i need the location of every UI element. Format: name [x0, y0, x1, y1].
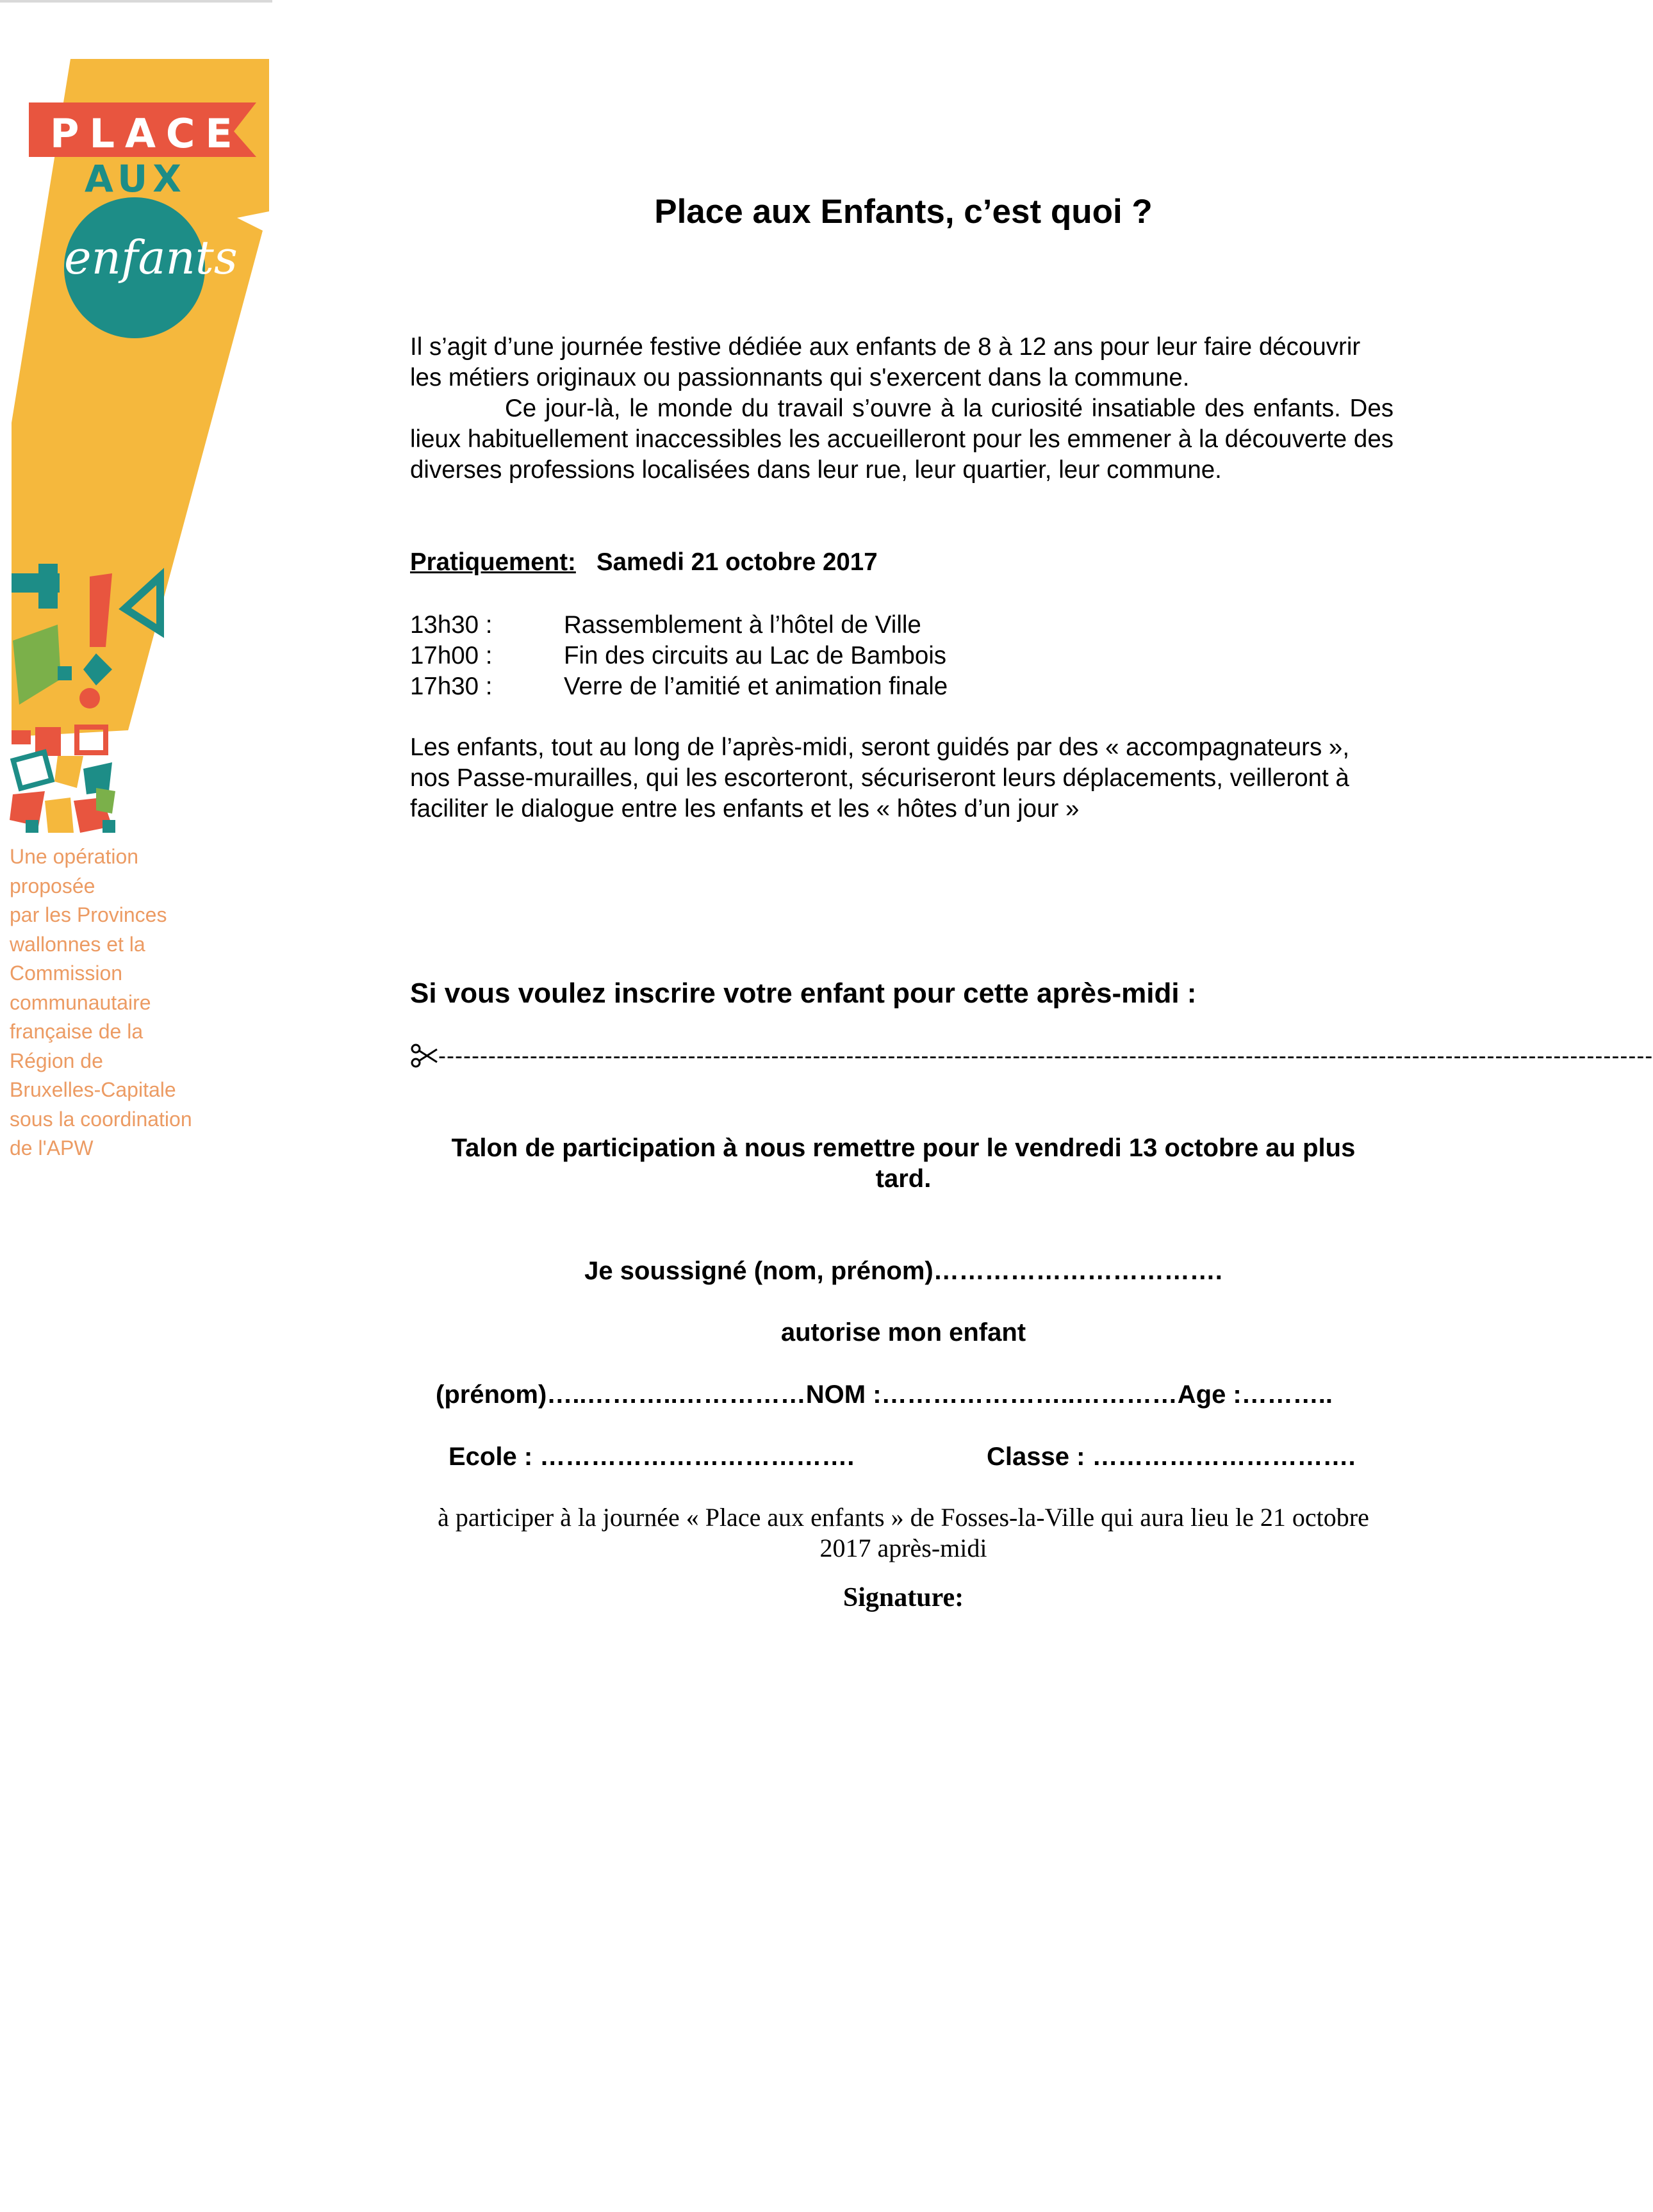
credit-line: sous la coordination — [10, 1107, 192, 1131]
form-undersigned[interactable]: Je soussigné (nom, prénom)……………………………. — [584, 1257, 1222, 1285]
registration-heading: Si vous voulez inscrire votre enfant pour cette après-midi : — [410, 978, 1197, 1009]
confetti-shape — [79, 688, 100, 709]
confetti-shape — [38, 564, 58, 609]
cut-line — [410, 1036, 1653, 1075]
form-authorize: autorise mon enfant — [780, 1318, 1026, 1347]
credit-line: proposée — [10, 874, 95, 897]
schedule-row — [410, 671, 948, 702]
credit-line: de l'APW — [10, 1136, 94, 1159]
accompanying-note: Les enfants, tout au long de l’après-midi, seront guidés par des « accompagnateurs », nos Passe-murailles, qui les escorteront, sécuriseront leurs déplacements, veilleront à faciliter le dialogue entre les enfants et les « hôtes d’un jour » — [410, 733, 1350, 823]
left-banner — [0, 0, 276, 1217]
scissors-icon — [410, 1043, 438, 1069]
form-signature[interactable]: Signature: — [843, 1583, 964, 1612]
credit-line: Bruxelles-Capitale — [10, 1078, 176, 1101]
schedule-time: 13h30 : — [410, 611, 493, 639]
schedule-row — [410, 610, 948, 641]
credit-line: Une opération — [10, 845, 139, 868]
intro-paragraph-2: Ce jour-là, le monde du travail s’ouvre à la curiosité insatiable des enfants. Des lieux habituellement inaccessibles les accueilleront pour les emmener à la découverte des diverses professions localisées dans leur rue, leur quartier, leur commune. — [410, 395, 1394, 484]
credit-line: wallonnes et la — [10, 932, 145, 956]
practical-info — [410, 548, 878, 577]
logo-place-text: PLACE — [50, 110, 243, 157]
dashed-line: -------------------------------------------------------------------------------------------------------------------------------------------------- — [438, 1042, 1653, 1069]
coupon-heading: Talon de participation à nous remettre pour le vendredi 13 octobre au plus tard. — [451, 1134, 1356, 1193]
credit-line: française de la — [10, 1020, 144, 1043]
form-participation-text: à participer à la journée « Place aux enfants » de Fosses-la-Ville qui aura lieu le 21 octobre 2017 après-midi — [438, 1503, 1369, 1562]
schedule — [410, 610, 948, 702]
mosaic-tile — [13, 752, 52, 788]
schedule-row — [410, 641, 948, 671]
mosaic-tile — [54, 756, 83, 788]
mosaic-tile — [12, 730, 31, 744]
schedule-time: 17h30 : — [410, 673, 493, 700]
schedule-time: 17h00 : — [410, 642, 493, 669]
mosaic-tile — [103, 820, 115, 833]
form-school[interactable]: Ecole : ………………………………. — [448, 1443, 855, 1471]
logo-aux-text: AUX — [85, 157, 186, 201]
event-date: Samedi 21 octobre 2017 — [596, 548, 878, 576]
confetti-shape — [58, 666, 72, 680]
schedule-text: Rassemblement à l’hôtel de Ville — [564, 611, 921, 639]
practical-label: Pratiquement: — [410, 548, 576, 576]
schedule-text: Verre de l’amitié et animation finale — [564, 673, 948, 700]
mosaic-tile — [45, 798, 74, 833]
credit-line: Région de — [10, 1049, 103, 1072]
mosaic-tile — [96, 788, 115, 814]
credit-line: Commission — [10, 962, 123, 985]
page-title: Place aux Enfants, c’est quoi ? — [654, 193, 1153, 231]
logo-enfants-text: enfants — [64, 231, 238, 284]
mosaic-tile — [26, 820, 38, 833]
credit-line: communautaire — [10, 990, 151, 1014]
form-child-name-age[interactable]: (prénom)…..………..……………NOM :…………………..…………Age :……….. — [436, 1380, 1333, 1409]
intro-paragraph-1: Il s’agit d’une journée festive dédiée aux enfants de 8 à 12 ans pour leur faire découvrir les métiers originaux ou passionnants qui s'exercent dans la commune. — [410, 333, 1361, 391]
operation-credit — [10, 842, 279, 1163]
form-class[interactable]: Classe : …………………………. — [987, 1443, 1356, 1471]
credit-line: par les Provinces — [10, 903, 167, 926]
intro-text — [410, 332, 1394, 486]
schedule-text: Fin des circuits au Lac de Bambois — [564, 642, 947, 669]
